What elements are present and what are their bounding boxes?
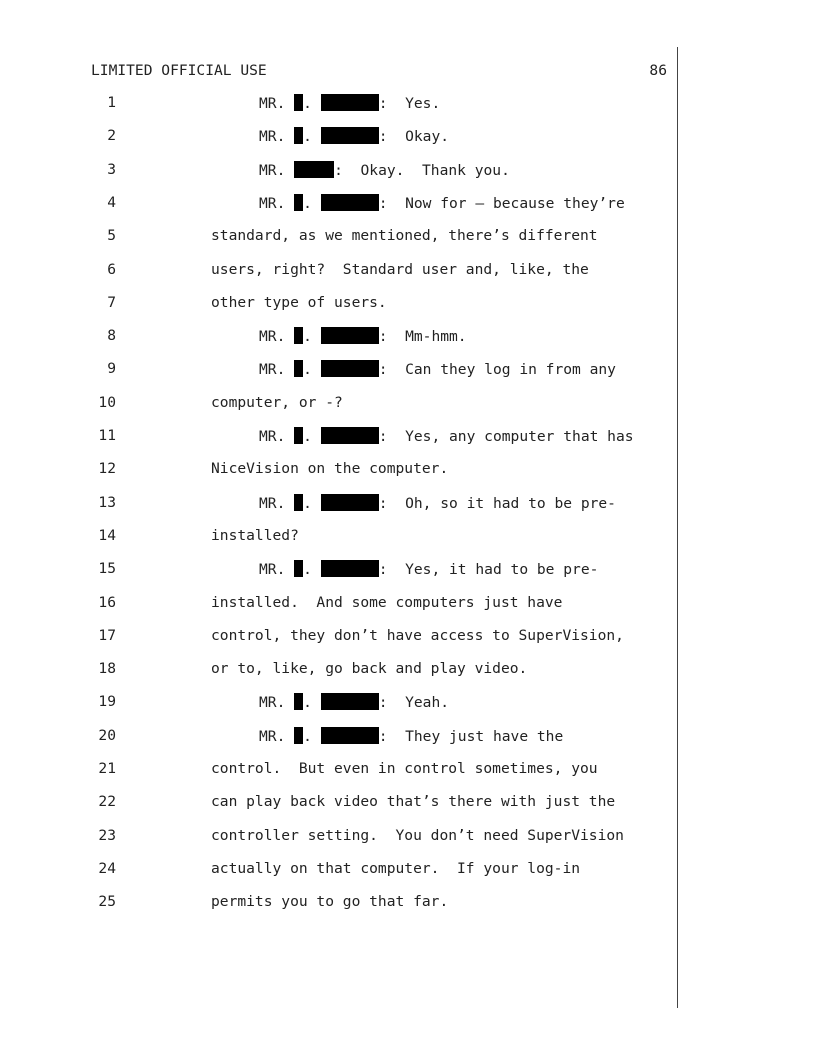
continuation-line-text: installed? <box>211 526 299 544</box>
continuation-line-text: standard, as we mentioned, there’s different <box>211 227 598 245</box>
spoken-text: : They just have the <box>378 727 564 745</box>
spoken-text: : Yes, it had to be pre- <box>378 561 599 579</box>
speaker-title: MR. <box>259 694 295 712</box>
redaction-bar <box>321 560 379 577</box>
redaction-bar <box>294 194 303 211</box>
line-number: 1 <box>107 94 116 111</box>
line-number: 21 <box>98 760 116 777</box>
speaker-title: MR. <box>259 161 295 179</box>
line-number: 5 <box>107 227 116 245</box>
redaction-bar <box>321 727 379 744</box>
line-number: 9 <box>107 360 116 378</box>
line-number: 16 <box>98 593 116 611</box>
spoken-text: : Yes. <box>378 95 441 112</box>
transcript-line <box>0 161 680 181</box>
continuation-line-text: or to, like, go back and play video. <box>211 660 528 678</box>
line-number: 10 <box>98 393 116 411</box>
redaction-bar <box>294 360 303 377</box>
transcript-line <box>0 94 680 114</box>
speaker-line-text: MR. . : Yeah. <box>259 694 450 712</box>
redaction-bar <box>294 494 303 511</box>
line-number: 13 <box>98 493 116 511</box>
line-number: 15 <box>98 560 116 578</box>
redaction-bar <box>321 327 379 344</box>
speaker-line-text: MR. . : Can they log in from any <box>259 361 616 379</box>
redaction-bar <box>321 494 379 511</box>
transcript-line <box>0 327 680 347</box>
speaker-line-text: MR. . : Yes, any computer that has <box>259 428 634 445</box>
line-number: 14 <box>98 526 116 544</box>
continuation-line-text: NiceVision on the computer. <box>211 460 449 478</box>
speaker-line-text: MR. . : They just have the <box>259 727 564 745</box>
continuation-line-text: controller setting. You don’t need SuperVision <box>211 826 624 844</box>
speaker-title: MR. <box>259 361 295 379</box>
continuation-line-text: users, right? Standard user and, like, the <box>211 260 589 278</box>
transcript-line <box>0 294 680 314</box>
speaker-title: MR. <box>259 428 295 445</box>
transcript-line <box>0 261 680 281</box>
speaker-line-text: MR. . : Yes. <box>259 95 441 112</box>
transcript-line <box>0 627 680 647</box>
transcript-line <box>0 693 680 713</box>
speaker-line-text: MR. . : Okay. <box>259 128 450 146</box>
transcript-line <box>0 360 680 380</box>
speaker-line-text <box>259 161 510 179</box>
continuation-line-text: can play back video that’s there with just the <box>211 793 616 811</box>
line-number: 6 <box>107 260 116 278</box>
spoken-text: : Mm-hmm. <box>378 328 467 346</box>
speaker-title: MR. <box>259 561 295 579</box>
transcript-line <box>0 727 680 747</box>
line-number: 18 <box>98 660 116 678</box>
speaker-title: MR. <box>259 494 295 512</box>
redaction-bar <box>321 194 379 211</box>
line-number: 3 <box>107 160 116 178</box>
continuation-line-text: actually on that computer. If your log-in <box>211 859 581 877</box>
spoken-text: : Now for – because they’re <box>378 194 625 212</box>
transcript-line <box>0 460 680 480</box>
line-number: 12 <box>98 460 116 478</box>
continuation-line-text: other type of users. <box>211 293 387 311</box>
redaction-bar <box>294 327 303 344</box>
redaction-bar <box>294 161 334 178</box>
spoken-text: : Yes, any computer that has <box>378 428 634 445</box>
transcript-line <box>0 427 680 447</box>
continuation-line-text: computer, or -? <box>211 393 343 411</box>
redaction-bar <box>294 127 303 144</box>
line-number: 22 <box>98 793 116 811</box>
transcript-line <box>0 660 680 680</box>
line-number: 20 <box>98 726 116 744</box>
redaction-bar <box>294 727 303 744</box>
line-number: 4 <box>107 193 116 211</box>
redaction-bar <box>321 127 379 144</box>
line-number: 8 <box>107 327 116 345</box>
redaction-bar <box>321 360 379 377</box>
redaction-bar <box>321 693 379 710</box>
line-number: 23 <box>98 826 116 844</box>
transcript-line <box>0 494 680 514</box>
speaker-title: MR. <box>259 727 295 745</box>
transcript-line <box>0 127 680 147</box>
transcript-line <box>0 860 680 880</box>
redaction-bar <box>294 560 303 577</box>
continuation-line-text: control. But even in control sometimes, you <box>211 760 598 777</box>
continuation-line-text: control, they don’t have access to SuperVision, <box>211 626 624 644</box>
redaction-bar <box>294 427 303 444</box>
transcript-line <box>0 827 680 847</box>
speaker-line-text: MR. . : Mm-hmm. <box>259 328 467 346</box>
speaker-title: MR. <box>259 328 295 346</box>
spoken-text: : Oh, so it had to be pre- <box>378 494 616 512</box>
speaker-line-text: MR. . : Yes, it had to be pre- <box>259 561 599 579</box>
continuation-line-text: permits you to go that far. <box>211 893 449 911</box>
classification-header: LIMITED OFFICIAL USE <box>91 62 267 79</box>
speaker-title: MR. <box>259 128 295 146</box>
line-number: 2 <box>107 127 116 145</box>
spoken-text: : Okay. Thank you. <box>334 161 510 179</box>
line-number: 11 <box>98 427 116 444</box>
transcript-line <box>0 194 680 214</box>
page-number: 86 <box>649 62 667 79</box>
line-number: 19 <box>98 693 116 711</box>
transcript-line <box>0 893 680 913</box>
spoken-text: : Can they log in from any <box>378 361 616 379</box>
spoken-text: : Yeah. <box>378 694 450 712</box>
redaction-bar <box>321 427 379 444</box>
transcript-line <box>0 227 680 247</box>
line-number: 7 <box>107 293 116 311</box>
line-number: 25 <box>98 893 116 911</box>
speaker-title: MR. <box>259 95 295 112</box>
transcript-line <box>0 594 680 614</box>
speaker-line-text: MR. . : Oh, so it had to be pre- <box>259 494 616 512</box>
continuation-line-text: installed. And some computers just have <box>211 593 563 611</box>
speaker-title: MR. <box>259 194 295 212</box>
transcript-line <box>0 394 680 414</box>
line-number: 24 <box>98 859 116 877</box>
transcript-line <box>0 760 680 780</box>
transcript-line <box>0 560 680 580</box>
redaction-bar <box>294 94 303 111</box>
transcript-line <box>0 527 680 547</box>
speaker-line-text: MR. . : Now for – because they’re <box>259 194 625 212</box>
redaction-bar <box>321 94 379 111</box>
transcript-line <box>0 793 680 813</box>
redaction-bar <box>294 693 303 710</box>
line-number: 17 <box>98 626 116 644</box>
spoken-text: : Okay. <box>378 128 450 146</box>
